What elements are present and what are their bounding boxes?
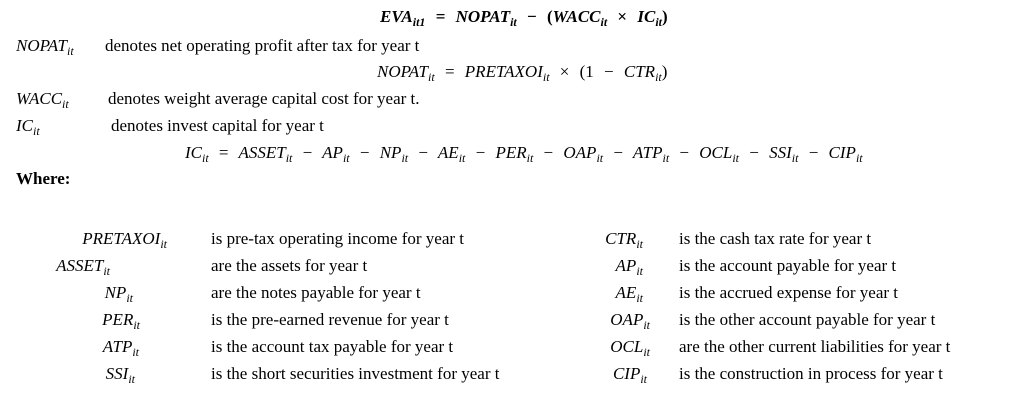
glossary-right-desc: is the other account payable for year t [679,310,936,329]
glossary-right-var: $AP_{it}$ [615,256,643,278]
glossary-right-var: $OCL_{it}$ [610,337,650,359]
glossary-right-desc: is the account payable for year t [679,256,897,275]
glossary-left-var: $PRETAXOI_{it}$ [82,229,167,251]
ic-minus: − [302,143,313,162]
nopat-t2: CTR [623,62,656,81]
def-ic-sub: it [33,124,40,138]
ic-term-sub: it [732,151,740,165]
glossary-left-desc: are the assets for year t [211,256,368,275]
ic-minus: − [749,143,759,162]
eva-t1-sub: it [510,15,517,29]
eva-lhs: EVA [380,7,413,26]
nopat-open: (1 [579,62,594,81]
glossary-left-var: $ASSET_{it}$ [56,256,110,278]
eva-open: ( [546,7,553,26]
glossary-right-var: $OAP_{it}$ [610,310,650,332]
where-label: Where: [16,169,71,188]
ic-term-sub: it [458,151,466,165]
glossary-left-desc: is the pre-earned revenue for year t [211,310,449,329]
ic-term: ATP [632,143,663,162]
nopat-lhs-sub: it [428,70,435,84]
ic-term-sub: it [662,151,670,165]
def-nopat-sub: it [67,44,74,58]
def-wacc-var: WACC [16,89,63,108]
def-wacc-text: denotes weight average capital cost for year t. [108,89,420,108]
ic-term: NP [379,143,402,162]
glossary-right-var: $CTR_{it}$ [605,229,643,251]
eva-t2-sub: it [600,15,608,29]
eva-t3: IC [637,7,656,26]
ic-term: AE [437,143,459,162]
def-wacc-sub: it [62,97,69,111]
glossary-left-var: $NP_{it}$ [104,283,133,305]
ic-term: PER [495,143,527,162]
ic-minus: − [543,143,554,162]
ic-minus: − [613,143,623,162]
eva-t2: WACC [552,7,601,26]
glossary-left-desc: is the short securities investment for year t [211,364,500,383]
glossary-right-desc: is the accrued expense for year t [679,283,898,302]
nopat-close: ) [661,62,668,81]
ic-term-sub: it [526,151,534,165]
ic-term-sub: it [791,151,799,165]
ic-term: CIP [828,143,856,162]
ic-term: SSI [769,143,792,162]
eva-equation [380,7,668,27]
nopat-equation [377,62,667,82]
glossary-left-desc: is pre-tax operating income for year t [211,229,465,248]
def-wacc [16,89,69,109]
ic-equation [185,143,863,163]
ic-minus: − [359,143,370,162]
eva-eq: = [435,7,446,26]
eva-close: ) [662,7,668,26]
eva-t1: NOPAT [455,7,511,26]
def-ic-text: denotes invest capital for year t [111,116,324,135]
nopat-times: × [559,62,570,81]
glossary-left-var: $ATP_{it}$ [102,337,139,359]
nopat-lhs: NOPAT [377,62,429,81]
def-nopat-var: NOPAT [16,36,68,55]
ic-term-sub: it [855,151,863,165]
nopat-t2-sub: it [655,70,662,84]
ic-term: ASSET [238,143,286,162]
eva-minus: − [527,7,537,26]
glossary-left-desc: are the notes payable for year t [211,283,421,302]
glossary-right-var: $CIP_{it}$ [612,364,647,386]
ic-term-sub: it [285,151,293,165]
ic-term-sub: it [401,151,409,165]
ic-term: OAP [563,143,597,162]
ic-lhs-sub: it [202,151,209,165]
ic-minus: − [808,143,819,162]
def-nopat-text: denotes net operating profit after tax for year t [105,36,420,55]
eva-lhs-sub: it1 [412,15,426,29]
ic-term: OCL [699,143,733,162]
ic-term: AP [322,143,343,162]
ic-lhs: IC [185,143,202,162]
glossary-left-var: $PER_{it}$ [102,310,140,332]
glossary-right-desc: is the cash tax rate for year t [679,229,872,248]
def-ic-var: IC [16,116,33,135]
nopat-t1-sub: it [542,70,550,84]
nopat-eq: = [444,62,455,81]
ic-term-sub: it [596,151,604,165]
glossary-right-var: $AE_{it}$ [615,283,643,305]
glossary-right-desc: are the other current liabilities for year t [679,337,951,356]
glossary-right-desc: is the construction in process for year t [679,364,943,383]
ic-minus: − [418,143,428,162]
ic-term-sub: it [342,151,350,165]
eva-times: × [617,7,628,26]
def-nopat [16,36,74,56]
glossary-left-var: $SSI_{it}$ [105,364,135,386]
ic-minus: − [475,143,486,162]
glossary-left-desc: is the account tax payable for year t [211,337,454,356]
nopat-t1: PRETAXOI [464,62,543,81]
nopat-minus: − [604,62,614,81]
eva-t3-sub: it [655,15,662,29]
ic-eq: = [218,143,229,162]
ic-minus: − [679,143,690,162]
def-ic [16,116,40,136]
